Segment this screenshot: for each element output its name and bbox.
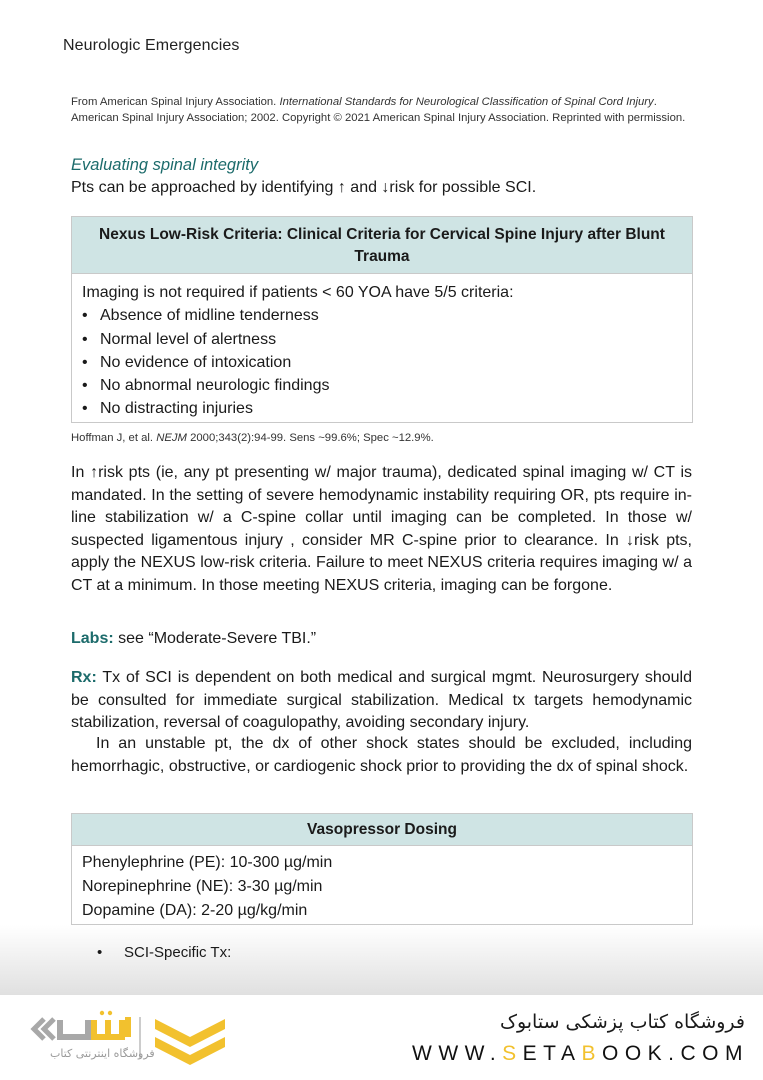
vasopressor-table-title: Vasopressor Dosing <box>72 814 692 846</box>
sci-specific-bullet: • SCI-Specific Tx: <box>97 944 232 961</box>
list-item: • Absence of midline tenderness <box>82 307 319 325</box>
nexus-criteria-table <box>71 216 693 423</box>
figure-credit: From American Spinal Injury Association. International Standards for Neurological Classification of Spinal Cord Injury. American Spinal Injury Association; 2002. Copyright © 2021 American Spinal Injury Association. Reprinted with permission. <box>71 96 686 124</box>
vasopressor-table <box>71 813 693 925</box>
watermark-footer <box>0 995 763 1080</box>
nexus-table-body <box>72 274 692 429</box>
list-item: Norepinephrine (NE): 3-30 µg/min <box>82 878 323 895</box>
shock-paragraph: In an unstable pt, the dx of other shock states should be excluded, including hemorrhagic, obstructive, or cardiogenic shock prior to providing the dx of spinal shock. <box>71 735 692 775</box>
nexus-lead-text: Imaging is not required if patients < 60 YOA have 5/5 criteria: <box>82 284 514 301</box>
rx-paragraph: Rx: Tx of SCI is dependent on both medical and surgical mgmt. Neurosurgery should be consulted for immediate surgical stabilization. Medical tx targets hemodynamic stabilization, reversal of coagulopathy, avoiding secondary injury. <box>71 669 692 732</box>
nexus-table-title: Nexus Low-Risk Criteria: Clinical Criteria for Cervical Spine Injury after Blunt Trauma <box>72 217 692 274</box>
list-item: • No evidence of intoxication <box>82 353 292 371</box>
page-bottom-shadow <box>0 925 763 1000</box>
table-citation: Hoffman J, et al. NEJM 2000;343(2):94-99. Sens ~99.6%; Spec ~12.9%. <box>71 432 434 444</box>
setabook-logo[interactable] <box>30 1007 300 1067</box>
list-item: Dopamine (DA): 2-20 µg/kg/min <box>82 902 308 919</box>
store-url[interactable]: WWW.SETABOOK.COM <box>412 1042 749 1065</box>
setabook-logo-icon <box>30 1007 300 1067</box>
credit-title: International Standards for Neurological Classification of Spinal Cord Injury <box>279 96 654 108</box>
running-head: Neurologic Emergencies <box>63 37 240 54</box>
imaging-paragraph: In ↑risk pts (ie, any pt presenting w/ major trauma), dedicated spinal imaging w/ CT is mandated. In the setting of severe hemodynamic instability requiring OR, pts require in-line stabilization w/ a C-spine collar until imaging can be completed. In those w/ suspected ligamentous injury , consider MR C-spine prior to clearance. In ↓risk pts, apply the NEXUS low-risk criteria. Failure to meet NEXUS criteria requires imaging w/ a CT at a minimum. In those meeting NEXUS criteria, imaging can be forgone. <box>71 464 692 594</box>
labs-label: Labs: <box>71 630 114 647</box>
list-item: • No abnormal neurologic findings <box>82 377 330 395</box>
labs-paragraph: Labs: see “Moderate-Severe TBI.” <box>71 630 317 647</box>
list-item: Phenylephrine (PE): 10-300 µg/min <box>82 854 333 871</box>
rx-label: Rx: <box>71 669 97 686</box>
list-item: • Normal level of alertness <box>82 330 277 348</box>
intro-text: Pts can be approached by identifying ↑ and ↓risk for possible SCI. <box>71 179 537 196</box>
list-item: • No distracting injuries <box>82 400 253 418</box>
logo-tagline: فروشگاه اینترنتی کتاب <box>50 1047 155 1060</box>
section-title: Evaluating spinal integrity <box>71 156 259 174</box>
vasopressor-table-body <box>72 846 692 931</box>
store-name: فروشگاه کتاب پزشکی ستابوک <box>499 1011 745 1033</box>
